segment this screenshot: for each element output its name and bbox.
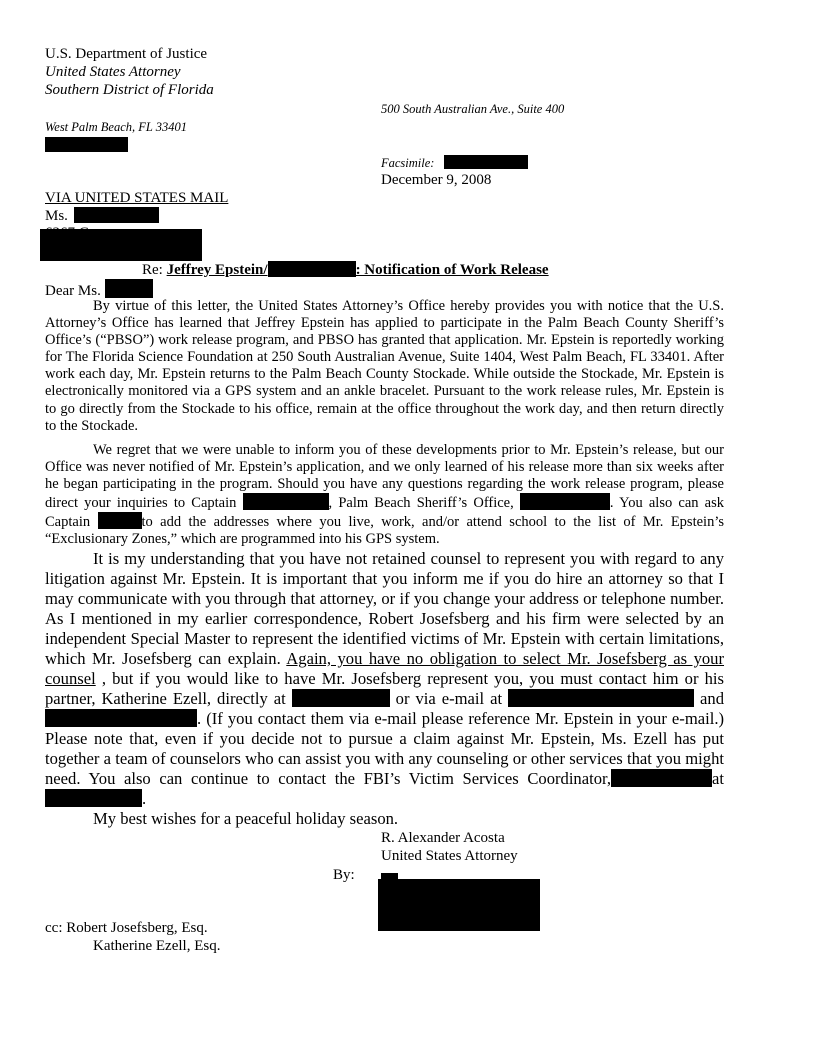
recipient-prefix: Ms. xyxy=(45,208,68,224)
office-title: United States Attorney xyxy=(45,64,181,80)
redaction-block xyxy=(40,229,202,261)
re-name: Jeffrey Epstein/ xyxy=(166,262,268,278)
paragraph-notice-text: By virtue of this letter, the United States Attorney’s Office hereby provides you with notice that the U.S. Attorney’s Office has learned that Jeffrey Epstein has applied to participate in the Palm Beach County Sheriff’s Office’s (“PBSO”) work release program, and PBSO has granted that application. Mr. Epstein is reportedly working for The Florida Science Foundation at 250 South Australian Avenue, Suite 1404, West Palm Beach, FL 33401. After work each day, Mr. Epstein returns to the Palm Beach County Stockade. While outside the Stockade, Mr. Epstein is electronically monitored via a GPS system and an ankle bracelet. Pursuant to the work release rules, Mr. Epstein is to go directly from the Stockade to his office, remain at the office throughout the work day, and then return directly to the Stockade. xyxy=(45,298,724,434)
paragraph-counsel-text-3: or via e-mail at xyxy=(395,689,503,708)
office-address: 500 South Australian Ave., Suite 400 xyxy=(381,102,565,116)
facsimile-label: Facsimile: xyxy=(381,156,435,170)
redaction-block xyxy=(45,137,128,152)
redaction-block xyxy=(45,789,142,807)
paragraph-counsel-text-4: and xyxy=(700,689,724,708)
paragraph-counsel-text-6: at xyxy=(712,769,724,788)
paragraph-regret-text-3: . You also can ask Captain xyxy=(45,495,725,531)
paragraph-regret-text-1: We regret that we were unable to inform you of these developments prior to Mr. Epstein’s release, but our Office was never notified of Mr. Epstein’s application, and we only learned of his release more than six weeks after he began participating in the program. Should you have any questions regarding the work release program, please direct your inquiries to Captain xyxy=(45,442,724,512)
redaction-block xyxy=(508,689,694,707)
signature-redaction xyxy=(378,879,540,931)
letter-date: December 9, 2008 xyxy=(381,172,492,188)
cc-line-second: Katherine Ezell, Esq. xyxy=(93,938,221,954)
paragraph-counsel xyxy=(45,549,724,809)
paragraph-counsel-text-7: . xyxy=(142,789,147,808)
redaction-block xyxy=(74,207,159,223)
redaction-block xyxy=(45,709,197,727)
redaction-block xyxy=(243,493,329,510)
re-label: Re: xyxy=(142,262,163,278)
redaction-block xyxy=(105,279,153,298)
delivery-method: VIA UNITED STATES MAIL xyxy=(45,190,229,206)
redaction-block xyxy=(292,689,390,707)
closing-line: My best wishes for a peaceful holiday season. xyxy=(93,809,399,828)
paragraph-counsel-text-5: . (If you contact them via e-mail please reference Mr. Epstein in your e-mail.) Please note that, even if you decide not to pursue a claim against Mr. Epstein, Ms. Ezell has put together a team of counselors who can assist you with any counseling or other services that you might need. You also can continue to contact the FBI’s Victim Services Coordinator, xyxy=(45,709,724,788)
by-label: By: xyxy=(333,867,355,883)
salutation-text: Dear Ms. xyxy=(45,283,101,299)
salutation xyxy=(45,279,153,300)
redaction-block xyxy=(268,261,356,277)
office-city: West Palm Beach, FL 33401 xyxy=(45,120,188,134)
redaction-block xyxy=(520,493,610,510)
paragraph-regret xyxy=(45,442,724,549)
paragraph-notice xyxy=(45,298,724,435)
redaction-block xyxy=(444,155,528,169)
paragraph-counsel-text-2: , but if you would like to have Mr. Josefsberg represent you, you must contact him or his partner, Katherine Ezell, directly at xyxy=(45,669,724,708)
paragraph-regret-text-4: to add the addresses where you live, work, and/or attend school to the list of Mr. Epstein’s “Exclusionary Zones,” which are programmed into his GPS system. xyxy=(45,514,724,548)
signatory-name: R. Alexander Acosta xyxy=(381,830,505,846)
redaction-block xyxy=(611,769,712,787)
district-name: Southern District of Florida xyxy=(45,82,214,98)
signatory-title: United States Attorney xyxy=(381,848,518,864)
paragraph-counsel-underlined: Again, you have no obligation to select Mr. Josefsberg as your counsel xyxy=(45,649,725,688)
cc-line: cc: Robert Josefsberg, Esq. xyxy=(45,920,208,936)
subject-line xyxy=(142,261,549,279)
paragraph-regret-text-2: , Palm Beach Sheriff’s Office, xyxy=(328,495,514,512)
re-subject: : Notification of Work Release xyxy=(355,262,549,278)
redaction-block xyxy=(98,512,142,529)
paragraph-counsel-text-1: It is my understanding that you have not retained counsel to represent you with regard to any litigation against Mr. Epstein. It is important that you inform me if you do hire an attorney so that I may communicate with you through that attorney, or if you change your address or telephone number. As I mentioned in my earlier correspondence, Robert Josefsberg and his firm were selected by an independent Special Master to represent the identified victims of Mr. Epstein with certain limitations, which Mr. Josefsberg can explain. xyxy=(45,549,724,668)
agency-name: U.S. Department of Justice xyxy=(45,46,208,62)
